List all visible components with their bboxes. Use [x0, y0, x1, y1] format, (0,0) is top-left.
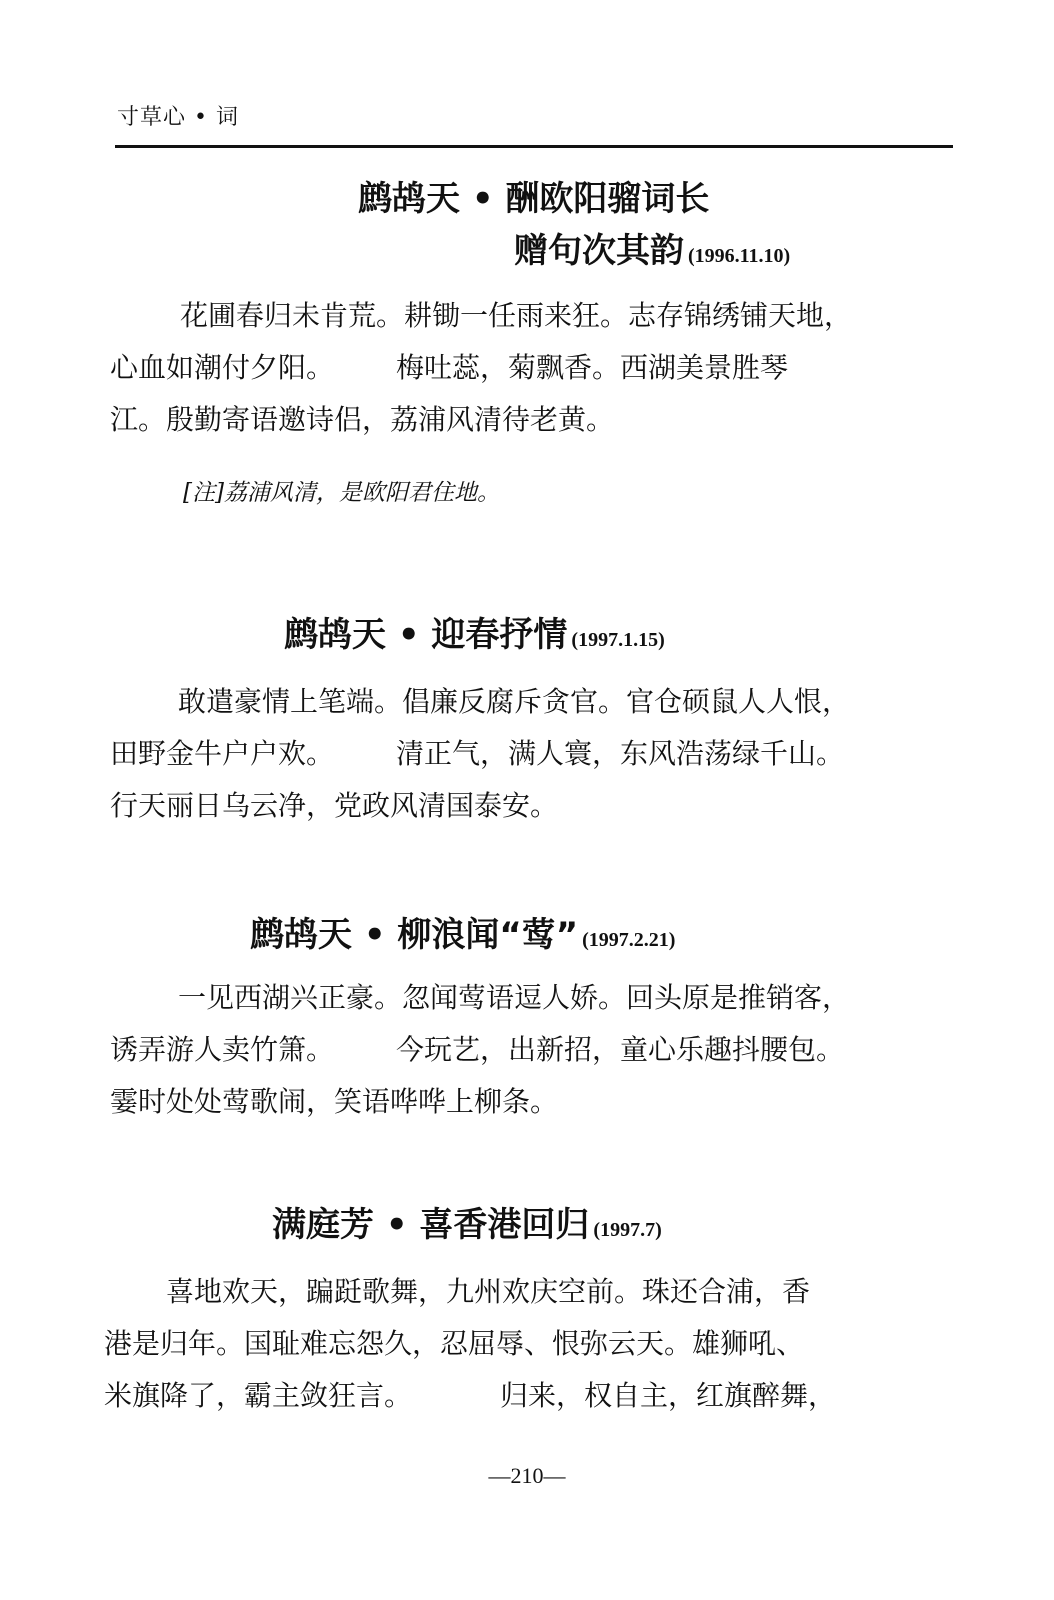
poem-4-title-text: 满庭芳 • 喜香港回归	[272, 1205, 590, 1245]
poem-1-title-line1: 鹧鸪天 • 酬欧阳骝词长	[358, 179, 710, 219]
poem-2-line-part: 清正气，满人寰，东风浩荡绿千山。	[396, 737, 845, 770]
poem-2-line: 敢遣豪情上笔端。倡廉反腐斥贪官。官仓硕鼠人人恨，	[178, 685, 851, 718]
poem-4-line-part: 归来，权自主，红旗醉舞，	[500, 1379, 837, 1412]
poem-3-body	[110, 972, 950, 1128]
poem-4-line: 港是归年。国耻难忘怨久，忍屈辱、恨弥云天。雄狮吼、	[104, 1327, 805, 1360]
poem-2-title-text: 鹧鸪天 • 迎春抒情	[284, 615, 568, 655]
page-number: —210—	[488, 1463, 566, 1488]
poem-3-line: 霎时处处莺歌闹，笑语哗哗上柳条。	[110, 1085, 559, 1118]
poem-4-date: (1997.7)	[593, 1219, 662, 1241]
poem-1-date: (1996.11.10)	[688, 245, 791, 267]
poem-2-line: 行天丽日乌云净，党政风清国泰安。	[110, 789, 559, 822]
poem-1-title	[358, 179, 710, 219]
poem-1-body	[110, 290, 950, 446]
poem-1-line: 江。殷勤寄语邀诗侣，荔浦风清待老黄。	[110, 403, 615, 436]
poem-3-line	[110, 1024, 950, 1076]
poem-1-line-part: 梅吐蕊，菊飘香。西湖美景胜琴	[396, 351, 789, 384]
poem-3-line-part: 今玩艺，出新招，童心乐趣抖腰包。	[396, 1033, 845, 1066]
poem-3-title	[250, 915, 676, 955]
poem-2-title	[284, 615, 665, 655]
poem-4-line: 喜地欢天，蹁跹歌舞，九州欢庆空前。珠还合浦，香	[166, 1275, 811, 1308]
poem-4-body	[104, 1266, 944, 1422]
poem-1-note: [注]荔浦风清，是欧阳君住地。	[183, 480, 500, 506]
running-head: 寸草心 • 词	[117, 105, 239, 130]
poem-3-line-part: 诱弄游人卖竹箫。	[110, 1033, 335, 1066]
poem-2-body	[110, 676, 950, 832]
poem-2-line-part: 田野金牛户户欢。	[110, 737, 335, 770]
poem-3-title-text: 鹧鸪天 • 柳浪闻“莺”	[250, 915, 579, 955]
poem-2-line	[110, 728, 950, 780]
header-rule	[115, 145, 953, 148]
poem-1-line: 花圃春归未肯荒。耕锄一任雨来狂。志存锦绣铺天地，	[180, 299, 853, 332]
poem-4-title	[272, 1205, 662, 1245]
poem-1-title-line2: 赠句次其韵	[514, 231, 684, 271]
poem-3-date: (1997.2.21)	[582, 929, 676, 951]
poem-1-title-second-line	[514, 231, 791, 271]
poem-4-line-part: 米旗降了，霸主敛狂言。	[104, 1379, 413, 1412]
poem-4-line	[104, 1370, 944, 1422]
poem-1-line	[110, 342, 950, 394]
poem-1-line-part: 心血如潮付夕阳。	[110, 351, 335, 384]
poem-2-date: (1997.1.15)	[571, 629, 665, 651]
poem-3-line: 一见西湖兴正豪。忽闻莺语逗人娇。回头原是推销客，	[178, 981, 851, 1014]
